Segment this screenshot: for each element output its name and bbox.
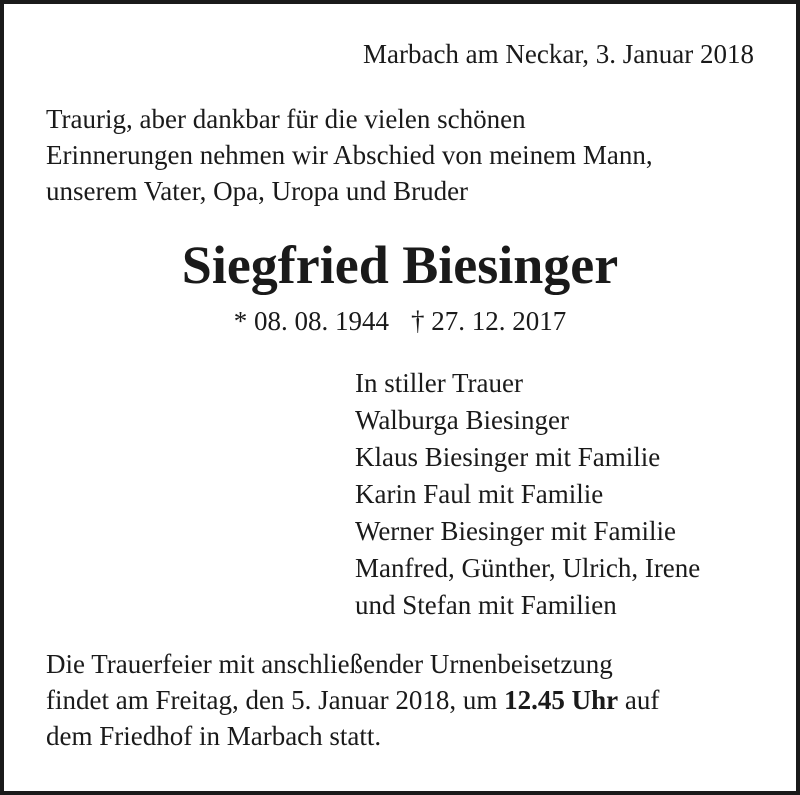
service-line <box>46 682 659 718</box>
mourners-line: Klaus Biesinger mit Familie <box>355 442 661 472</box>
mourners-line: Werner Biesinger mit Familie <box>355 516 676 546</box>
intro-line: Traurig, aber dankbar für die vielen schönen <box>46 104 526 134</box>
deceased-name: Siegfried Biesinger <box>181 235 619 295</box>
birth-date: * 08. 08. 1944 <box>233 306 389 336</box>
mourners-line: Manfred, Günther, Ulrich, Irene <box>355 553 701 583</box>
life-dates <box>0 303 800 339</box>
mourners-line: In stiller Trauer <box>355 368 523 398</box>
service-line: dem Friedhof in Marbach statt. <box>46 721 382 751</box>
service-line: Die Trauerfeier mit anschließender Urnenbeisetzung <box>46 649 613 679</box>
service-time: 12.45 Uhr <box>504 685 619 715</box>
place-date: Marbach am Neckar, 3. Januar 2018 <box>362 39 754 69</box>
mourners-line: Walburga Biesinger <box>355 405 570 435</box>
mourners-line: Karin Faul mit Familie <box>355 479 604 509</box>
death-date: † 27. 12. 2017 <box>411 306 567 336</box>
mourners-list <box>355 365 700 624</box>
mourners-line: und Stefan mit Familien <box>355 590 617 620</box>
intro-text <box>46 101 653 209</box>
intro-line: unserem Vater, Opa, Uropa und Bruder <box>46 176 469 206</box>
service-date-text: findet am Freitag, den 5. Januar 2018, um <box>46 685 505 715</box>
service-text-tail: auf <box>618 685 660 715</box>
intro-line: Erinnerungen nehmen wir Abschied von meinem Mann, <box>46 140 653 170</box>
service-info <box>46 646 659 754</box>
